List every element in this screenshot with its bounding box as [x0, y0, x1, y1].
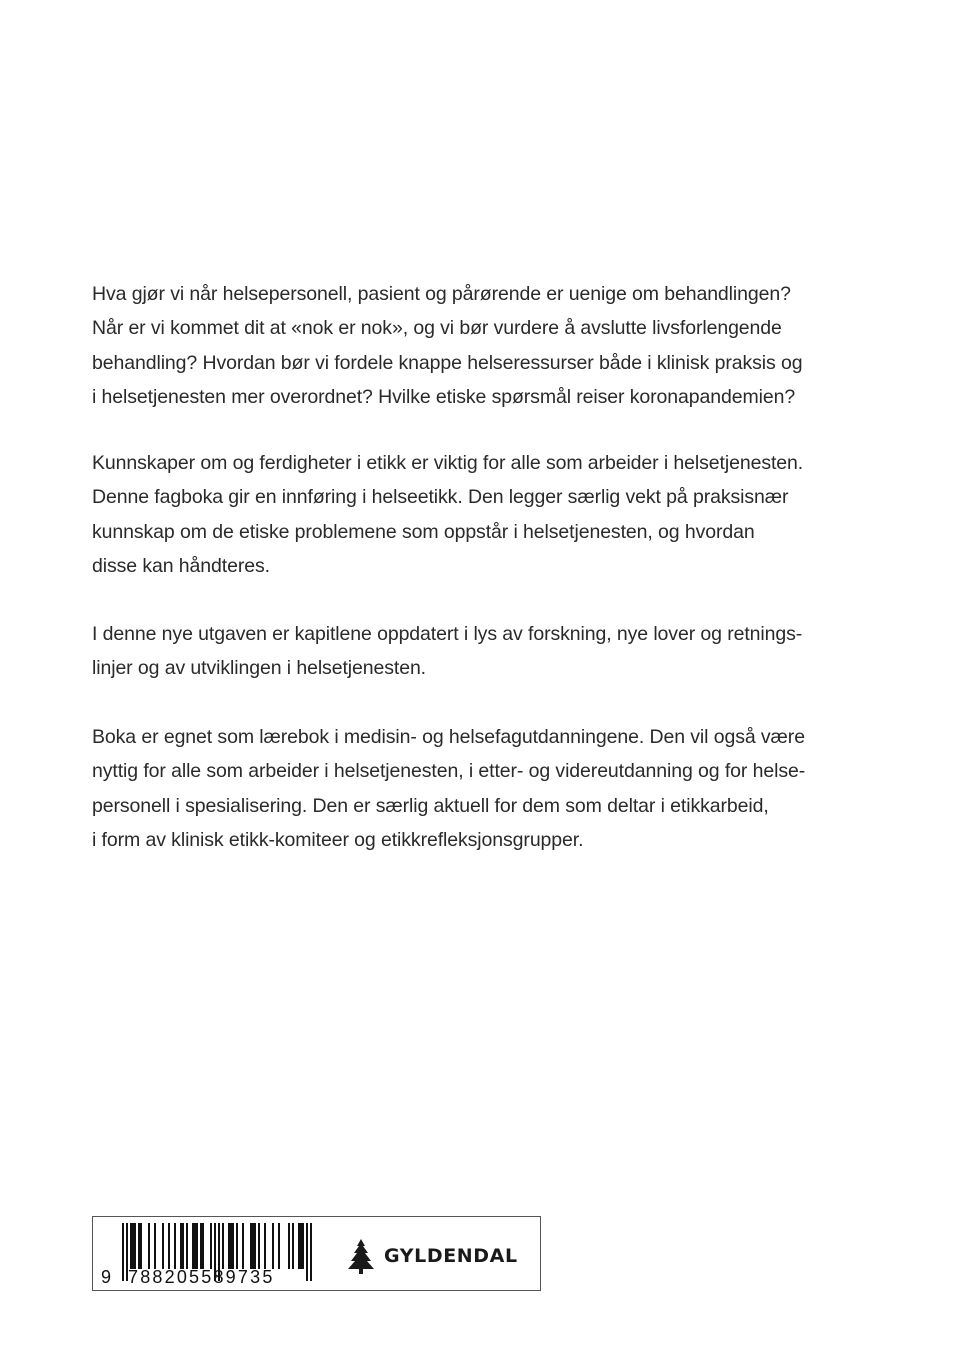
- paragraph-audience: [92, 720, 852, 858]
- text-line: Denne fagboka gir en innføring i helseetikk. Den legger særlig vekt på praksisnær: [92, 486, 789, 509]
- text-line: linjer og av utviklingen i helsetjenesten.: [92, 657, 427, 680]
- barcode-bar: [228, 1223, 230, 1269]
- barcode-bar: [288, 1223, 290, 1269]
- text-line: disse kan håndteres.: [92, 555, 270, 578]
- isbn-first-digit: 9: [101, 1267, 112, 1287]
- barcode-bar: [174, 1223, 176, 1269]
- barcode-bar: [254, 1223, 256, 1269]
- barcode-bar: [154, 1223, 156, 1269]
- barcode-bar: [236, 1223, 238, 1269]
- text-line: Boka er egnet som lærebok i medisin- og helsefagutdanningene. Den vil også være: [92, 726, 805, 748]
- barcode-bar: [310, 1223, 312, 1281]
- barcode-bar: [300, 1223, 302, 1269]
- barcode-bar: [210, 1223, 212, 1269]
- text-line: Kunnskaper om og ferdigheter i etikk er viktig for alle som arbeider i helsetjenesten.: [92, 452, 804, 474]
- barcode-bar: [242, 1223, 244, 1269]
- barcode-bar: [250, 1223, 252, 1269]
- paragraph-intro: [92, 277, 852, 415]
- barcode-bar: [186, 1223, 188, 1269]
- barcode-bar: [134, 1223, 136, 1269]
- tree-icon: [345, 1238, 377, 1274]
- barcode-bar: [230, 1223, 232, 1269]
- barcode-bar: [202, 1223, 204, 1269]
- barcode-bar: [278, 1223, 280, 1269]
- barcode-bar: [148, 1223, 150, 1269]
- barcode-bar: [302, 1223, 304, 1269]
- barcode-bar: [264, 1223, 266, 1269]
- barcode-bar: [222, 1223, 224, 1269]
- paragraph-new-edition: [92, 617, 852, 686]
- barcode-bar: [180, 1223, 182, 1269]
- text-line: I denne nye utgaven er kapitlene oppdatert i lys av forskning, nye lover og retnings-: [92, 623, 803, 645]
- barcode-bar: [182, 1223, 184, 1269]
- barcode-bar: [272, 1223, 274, 1269]
- barcode-bar: [168, 1223, 170, 1269]
- text-line: Hva gjør vi når helsepersonell, pasient og pårørende er uenige om behandlingen?: [92, 283, 791, 305]
- text-line: kunnskap om de etiske problemene som oppstår i helsetjenesten, og hvordan: [92, 520, 755, 543]
- barcode-bar: [196, 1223, 198, 1269]
- barcode-bar: [122, 1223, 124, 1281]
- barcode-bar: [194, 1223, 196, 1269]
- text-line: behandling? Hvordan bør vi fordele knappe helseressurser både i klinisk praksis og: [92, 351, 803, 374]
- barcode-bar: [138, 1223, 140, 1269]
- barcode-panel: [92, 1216, 541, 1291]
- publisher-logo: [345, 1239, 518, 1273]
- isbn-digits: 788205589735: [128, 1267, 275, 1287]
- barcode-bar: [200, 1223, 202, 1269]
- barcode-bar: [258, 1223, 260, 1269]
- barcode-bar: [130, 1223, 132, 1269]
- barcode-bar: [252, 1223, 254, 1269]
- text-line: personell i spesialisering. Den er særlig aktuell for dem som deltar i etikkarbeid,: [92, 794, 769, 817]
- text-line: i form av klinisk etikk-komiteer og etikkrefleksjonsgrupper.: [92, 829, 584, 852]
- barcode-bar: [232, 1223, 234, 1269]
- paragraph-knowledge: [92, 446, 852, 584]
- barcode-bar: [140, 1223, 142, 1269]
- text-line: i helsetjenesten mer overordnet? Hvilke etiske spørsmål reiser koronapandemien?: [92, 386, 796, 409]
- barcode-bar: [162, 1223, 164, 1269]
- barcode-bar: [132, 1223, 134, 1269]
- publisher-name: GYLDENDAL: [384, 1245, 518, 1267]
- barcode-bar: [306, 1223, 308, 1281]
- barcode-bar: [192, 1223, 194, 1269]
- barcode-bar: [298, 1223, 300, 1269]
- text-line: nyttig for alle som arbeider i helsetjenesten, i etter- og videreutdanning og for helse-: [92, 760, 806, 783]
- barcode-bar: [292, 1223, 294, 1269]
- text-line: Når er vi kommet dit at «nok er nok», og vi bør vurdere å avslutte livsforlengende: [92, 317, 782, 340]
